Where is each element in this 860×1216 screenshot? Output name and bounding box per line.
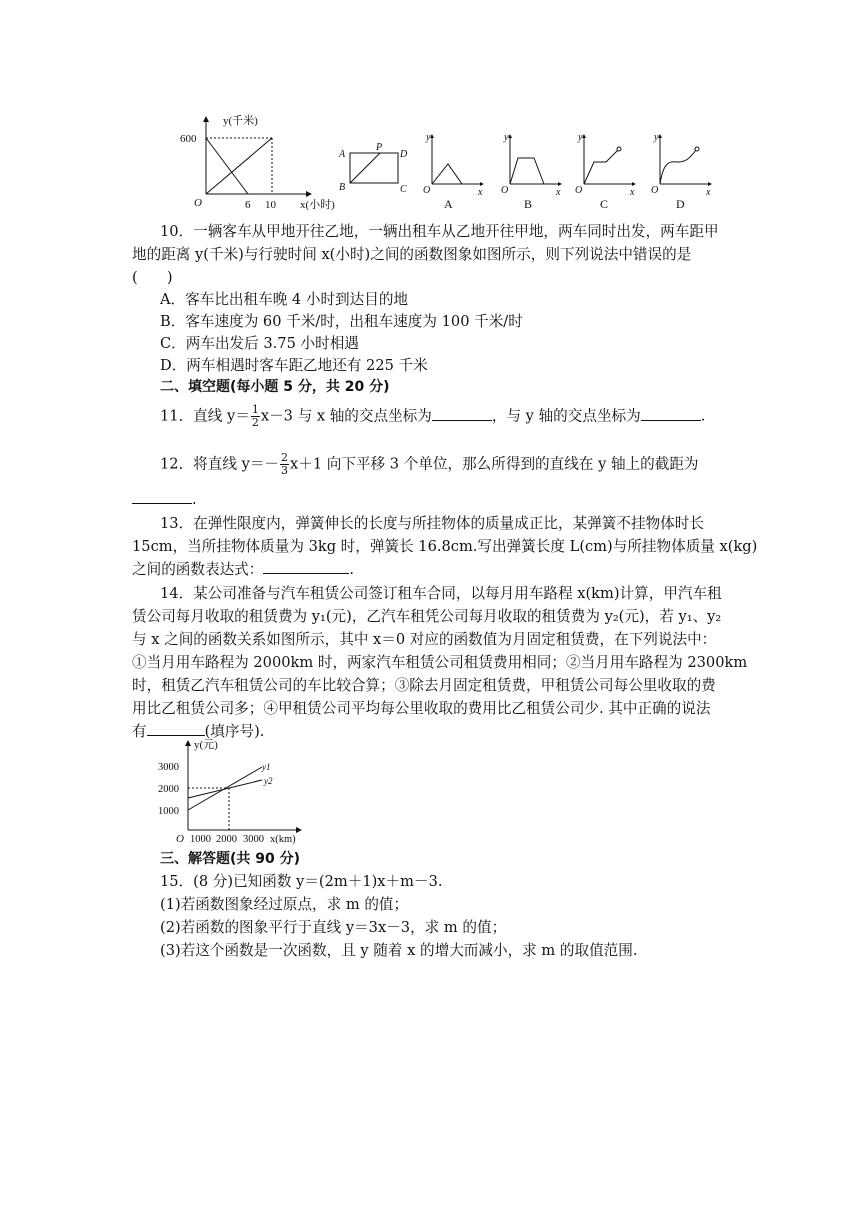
q13-blank[interactable] [263, 559, 349, 574]
option-graph-d [646, 128, 714, 210]
q12-fraction [280, 452, 289, 477]
q14-y-tick-1000: 1000 [158, 806, 179, 817]
q11-blank-1[interactable] [432, 406, 492, 421]
q10-x-label: x(小时) [300, 199, 335, 211]
option-graph-c [570, 128, 638, 210]
option-b-y: y [504, 132, 509, 143]
section-fill-in-heading: 二、填空题(每小题 5 分，共 20 分) [160, 379, 390, 395]
q14-y-tick-3000: 3000 [158, 762, 179, 773]
option-c-origin: O [575, 185, 583, 196]
rect-label-d: D [400, 149, 408, 160]
q10-y-tick: 600 [180, 133, 197, 145]
q15-part-3: (3)若这个函数是一次函数，且 y 随着 x 的增大而减小，求 m 的取值范围. [160, 942, 638, 959]
q10-x-tick-2: 10 [265, 199, 276, 211]
q10-line-1: 10．一辆客车从甲地开往乙地，一辆出租车从乙地开往甲地，两车同时出发，两车距甲 [160, 223, 719, 240]
q10-line-2: 地的距离 y(千米)与行驶时间 x(小时)之间的函数图象如图所示，则下列说法中错误的是 [132, 246, 692, 263]
option-d-label: D [676, 197, 685, 211]
option-c-x: x [630, 187, 635, 198]
q12-frac-num: 2 [281, 451, 289, 464]
rectangle-figure [336, 138, 416, 198]
q15-part-2: (2)若函数的图象平行于直线 y＝3x－3，求 m 的值； [160, 919, 507, 936]
q14-x-label: x(km) [270, 834, 296, 845]
q10-origin: O [194, 197, 202, 209]
q10-option-b: B．客车速度为 60 千米/时，出租车速度为 100 千米/时 [160, 313, 523, 330]
q13-end: . [349, 561, 354, 578]
q14-x-tick-1000: 1000 [190, 834, 211, 845]
q11-frac-den: 2 [251, 416, 259, 429]
q10-graph [176, 112, 346, 212]
q13-line-2: 15cm，当所挂物体质量为 3kg 时，弹簧长 16.8cm.写出弹簧长度 L(cm)与所挂物体质量 x(kg) [132, 538, 758, 555]
q12-frac-den: 3 [281, 464, 289, 477]
rect-label-b: B [339, 182, 346, 193]
q14-y-label: y(元) [194, 739, 218, 751]
q14-line-7-post: (填序号). [204, 723, 265, 740]
option-b-origin: O [501, 185, 509, 196]
q14-line-6: 用比乙租赁公司多；④甲租赁公司平均每公里收取的费用比乙租赁公司少. 其中正确的说法 [132, 700, 711, 717]
q10-paren: ( ) [132, 269, 173, 286]
q14-blank[interactable] [147, 721, 205, 736]
q12 [160, 452, 758, 477]
q15-part-1: (1)若函数图象经过原点，求 m 的值； [160, 896, 409, 913]
q14-line-4: ①当月用车路程为 2000km 时，两家汽车租赁公司租赁费用相同；②当月用车路程为 2300km [132, 654, 748, 671]
q12-pre: 12．将直线 y＝－ [160, 455, 280, 473]
q13-line-3-text: 之间的函数表达式： [132, 561, 264, 578]
q11-mid2: ，与 y 轴的交点坐标为 [491, 407, 641, 425]
option-a-origin: O [423, 185, 431, 196]
option-a-y: y [426, 132, 431, 143]
q14-graph [150, 736, 320, 854]
q12-post: x＋1 向下平移 3 个单位，那么所得到的直线在 y 轴上的截距为 [290, 455, 699, 473]
q11-pre: 11．直线 y＝ [160, 407, 250, 425]
option-graph-b [496, 128, 564, 210]
q14-line-5: 时，租赁乙汽车租赁公司的车比较合算；③除去月固定租赁费，甲租赁公司每公里收取的费 [132, 677, 716, 694]
q11 [160, 404, 758, 429]
option-b-label: B [524, 197, 533, 211]
section-answer-heading: 三、解答题(共 90 分) [160, 851, 301, 867]
option-c-label: C [600, 197, 609, 211]
q15-stem: 15．(8 分)已知函数 y＝(2m＋1)x＋m－3. [160, 873, 443, 890]
q14-y-tick-2000: 2000 [158, 784, 179, 795]
q14-line-7-pre: 有 [132, 723, 147, 740]
rect-label-a: A [339, 149, 346, 160]
q10-option-c: C．两车出发后 3.75 小时相遇 [160, 335, 359, 352]
q14-origin: O [176, 833, 184, 845]
q10-option-d: D．两车相遇时客车距乙地还有 225 千米 [160, 357, 428, 374]
rect-label-c: C [400, 184, 407, 195]
option-d-y: y [654, 132, 659, 143]
option-a-label: A [444, 197, 453, 211]
q14-series-y2: y2 [264, 776, 273, 786]
q13-line-3 [132, 558, 730, 581]
q14-x-tick-3000: 3000 [243, 834, 264, 845]
q14-line-3: 与 x 之间的函数关系如图所示，其中 x＝0 对应的函数值为月固定租赁费，在下列说法中： [132, 631, 717, 648]
option-graph-a [418, 128, 486, 210]
q11-blank-2[interactable] [641, 406, 701, 421]
q12-end: . [192, 491, 197, 508]
q11-fraction [251, 404, 260, 429]
q10-y-label: y(千米) [223, 115, 258, 127]
q14-x-tick-2000: 2000 [216, 834, 237, 845]
q14-line-1: 14．某公司准备与汽车租赁公司签订租车合同，以每月用车路程 x(km)计算，甲汽车租 [160, 585, 722, 602]
option-d-origin: O [651, 185, 659, 196]
q10-x-tick-1: 6 [245, 199, 251, 211]
q11-mid: x－3 与 x 轴的交点坐标为 [260, 407, 432, 425]
q13-line-1: 13．在弹性限度内，弹簧伸长的长度与所挂物体的质量成正比，某弹簧不挂物体时长 [160, 515, 704, 532]
option-b-x: x [556, 187, 561, 198]
option-c-y: y [578, 132, 583, 143]
q12-blank[interactable] [132, 489, 192, 504]
q11-end: . [700, 407, 706, 425]
q10-option-a: A．客车比出租车晚 4 小时到达目的地 [160, 291, 409, 308]
q11-frac-num: 1 [251, 403, 259, 416]
rect-label-p: P [376, 142, 383, 153]
q12-answer-line [132, 488, 730, 511]
option-a-x: x [478, 187, 483, 198]
option-d-x: x [706, 187, 711, 198]
q14-line-2: 赁公司每月收取的租赁费为 y₁(元)，乙汽车租凭公司每月收取的租赁费为 y₂(元)，若 y₁、y₂ [132, 608, 722, 625]
q14-series-y1: y1 [262, 762, 271, 772]
